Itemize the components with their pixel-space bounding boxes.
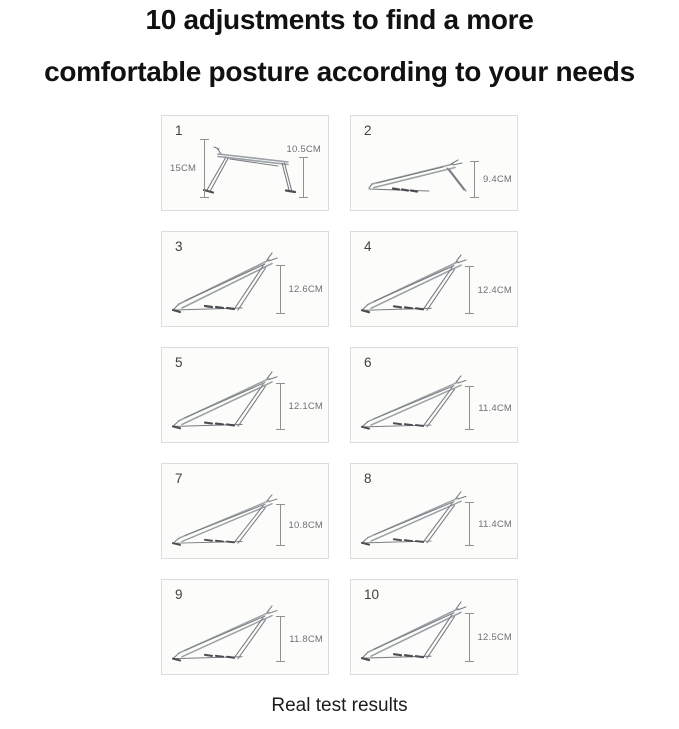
dimension-line bbox=[299, 157, 308, 198]
adjustment-panel-9 bbox=[161, 579, 329, 675]
panel-number: 10 bbox=[364, 587, 380, 602]
adjustment-panel-4 bbox=[350, 231, 518, 327]
dimension-line bbox=[465, 613, 474, 662]
panel-number: 4 bbox=[364, 239, 372, 254]
dimension-line bbox=[276, 504, 285, 546]
adjustment-panel-10 bbox=[350, 579, 518, 675]
height-label: 11.8CM bbox=[289, 633, 323, 645]
footer-caption: Real test results bbox=[271, 695, 408, 716]
height-dimension bbox=[170, 139, 209, 198]
panel-number: 9 bbox=[175, 587, 183, 602]
height-dimension bbox=[465, 386, 512, 430]
height-label: 10.5CM bbox=[286, 144, 321, 155]
height-label: 11.4CM bbox=[478, 402, 512, 414]
height-label: 10.8CM bbox=[288, 519, 323, 531]
adjustment-panel-6 bbox=[350, 347, 518, 443]
dimension-line bbox=[276, 616, 285, 662]
height-label: 15CM bbox=[170, 163, 197, 174]
dimension-line bbox=[276, 383, 285, 430]
height-label: 12.5CM bbox=[477, 632, 512, 643]
height-label: 12.4CM bbox=[477, 284, 512, 296]
adjustment-panel-8 bbox=[350, 463, 518, 559]
adjustment-panel-1 bbox=[161, 115, 329, 211]
adjustment-panel-7 bbox=[161, 463, 329, 559]
height-label: 12.6CM bbox=[288, 284, 323, 295]
height-dimension bbox=[287, 144, 321, 198]
dimension-line bbox=[465, 266, 474, 314]
dimension-line bbox=[276, 265, 285, 314]
height-label: 11.4CM bbox=[478, 518, 512, 530]
panel-number: 8 bbox=[364, 471, 372, 486]
height-dimension bbox=[465, 502, 512, 546]
panel-number: 6 bbox=[364, 355, 372, 370]
stand-illustration bbox=[367, 156, 479, 196]
height-dimension bbox=[470, 161, 512, 198]
adjustment-panel-3 bbox=[161, 231, 329, 327]
height-dimension bbox=[465, 266, 512, 314]
panel-number: 3 bbox=[175, 239, 183, 254]
height-dimension bbox=[465, 613, 512, 662]
panel-number: 1 bbox=[175, 123, 183, 138]
page-title-line-2: comfortable posture according to your needs bbox=[44, 56, 635, 87]
page-title bbox=[0, 0, 679, 98]
panel-number: 5 bbox=[175, 355, 183, 370]
dimension-line bbox=[465, 386, 474, 430]
height-label: 9.4CM bbox=[483, 174, 512, 185]
laptop-stand-drawing bbox=[367, 156, 479, 196]
page-title-line-1: 10 adjustments to find a more bbox=[145, 4, 534, 35]
adjustment-panel-5 bbox=[161, 347, 329, 443]
stand-illustration bbox=[200, 144, 300, 200]
panel-number: 7 bbox=[175, 471, 183, 486]
height-dimension bbox=[276, 504, 323, 546]
dimension-line bbox=[470, 161, 479, 198]
laptop-stand-drawing bbox=[200, 144, 300, 200]
height-dimension bbox=[276, 383, 323, 430]
height-label: 12.1CM bbox=[288, 401, 323, 412]
adjustments-grid bbox=[161, 115, 518, 675]
dimension-line bbox=[465, 502, 474, 546]
height-dimension bbox=[276, 265, 323, 314]
height-dimension bbox=[276, 616, 323, 662]
panel-number: 2 bbox=[364, 123, 372, 138]
adjustment-panel-2 bbox=[350, 115, 518, 211]
dimension-line bbox=[200, 139, 209, 198]
